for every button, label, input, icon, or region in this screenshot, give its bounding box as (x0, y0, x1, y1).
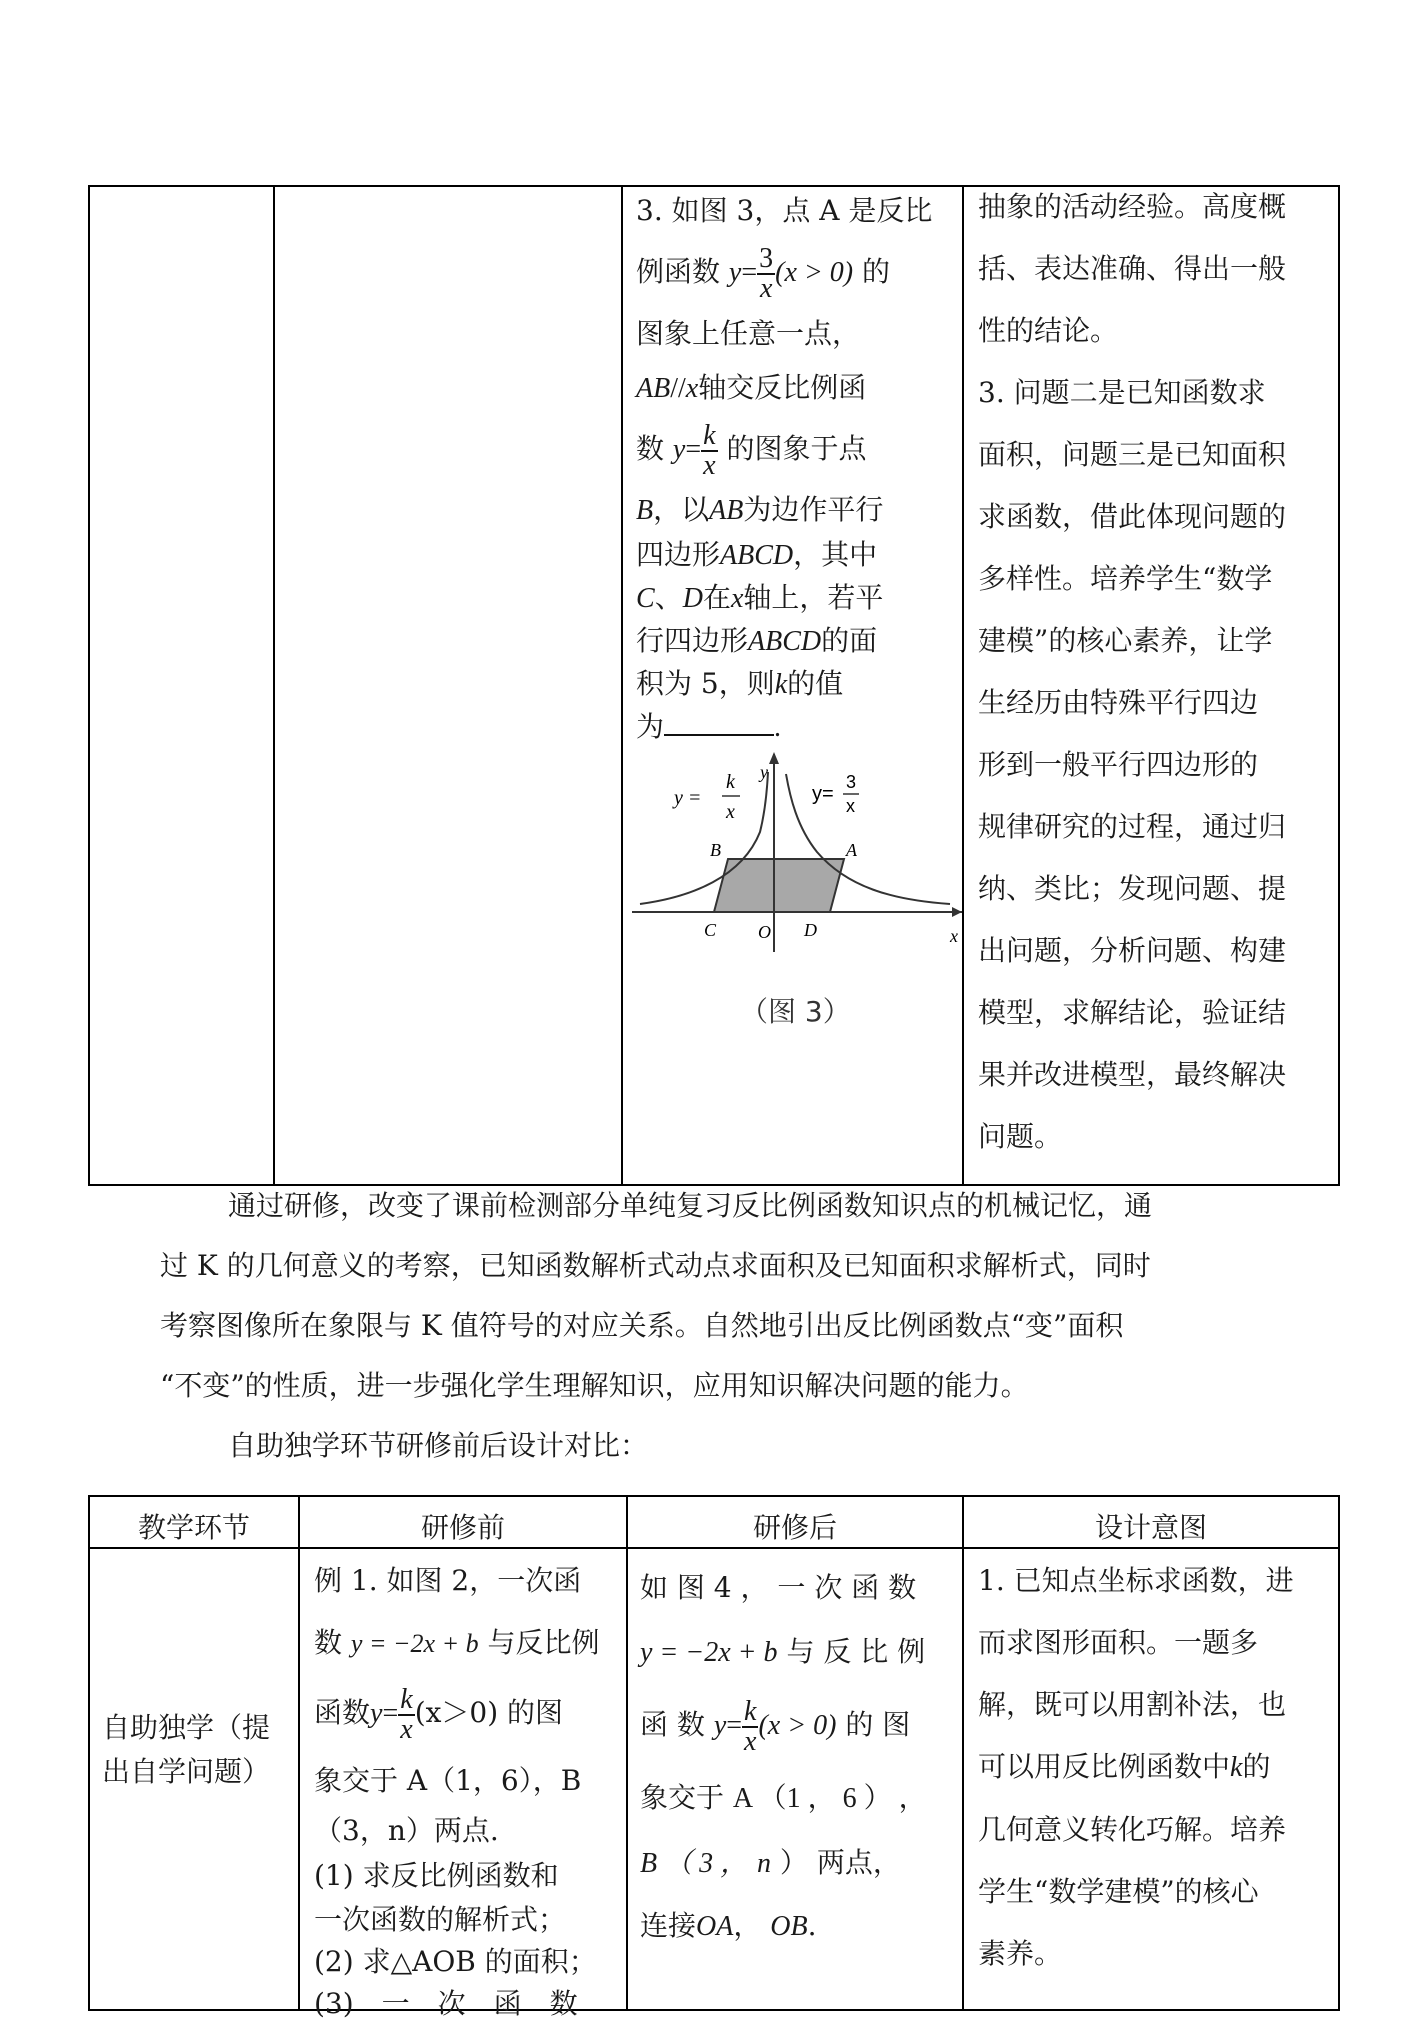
point-d-label: D (804, 920, 817, 940)
problem-line: 行四边形 (636, 624, 749, 657)
before-text: (x＞0) 的图 (414, 1696, 564, 1729)
before-line: 象交于 A（1，6），B (314, 1764, 582, 1797)
label-right-num: 3 (846, 772, 857, 792)
fraction-k-over-x: $\frac{k}{x}$ (744, 1695, 757, 1757)
label-left-den: x (726, 801, 735, 823)
problem-line: ，以 (653, 493, 710, 526)
after-cell: 如 图 4 ， 一 次 函 数 y = −2x + b 与 反 比 例 函 数 y= $\frac{k}{x}$ (x > 0) 的 图 象交于 A （1 ， 6 ） ， B （ 3 ， n ） 两点， 连接OA， OB. (640, 1556, 956, 1957)
answer-blank (664, 712, 774, 736)
bottom-intent-cell (978, 1550, 1338, 1985)
math-cond: (x > 0) (775, 257, 854, 288)
after-text: ， (733, 1909, 762, 1942)
fraction-k-over-x: $\frac{k}{x}$ (400, 1683, 413, 1745)
intent-line: 多样性。培养学生“数学 (978, 562, 1273, 595)
paragraph-line: “不变”的性质，进一步强化学生理解知识，应用知识解决问题的能力。 (160, 1369, 1029, 1402)
math-var: k (774, 669, 788, 700)
problem-line: 为 (636, 710, 665, 743)
before-text: 与反比例 (487, 1626, 600, 1659)
intent-line: 括、表达准确、得出一般 (978, 252, 1287, 285)
top-table-col-divider (621, 185, 623, 1186)
intent-line: 几何意义转化巧解。培养 (978, 1813, 1287, 1846)
intent-line: 而求图形面积。一题多 (978, 1626, 1259, 1659)
bottom-table-col-divider (298, 1495, 300, 2011)
bottom-table-col-divider (962, 1495, 964, 2011)
label-right-y-eq: y= (812, 783, 834, 805)
stage-line: 出自学问题） (102, 1755, 271, 1788)
math-var: AB (709, 495, 744, 526)
y-axis-arrow (769, 752, 779, 764)
bottom-table-border-right (1338, 1495, 1340, 2011)
math-var: AB (636, 373, 671, 404)
point-o-label: O (758, 922, 771, 942)
frac-num: 3 (759, 242, 774, 274)
problem-line: 轴上，若平 (743, 581, 884, 614)
problem-line: 数 (636, 432, 665, 465)
bottom-table-border-bottom (88, 2009, 1340, 2011)
top-intent-text (978, 176, 1338, 1168)
problem-line: 的面 (821, 624, 878, 657)
label-right-den: x (846, 796, 855, 816)
math-op: // (670, 373, 686, 404)
bottom-table-border-top (88, 1495, 1340, 1497)
math-var: y (672, 434, 686, 465)
point-c-label: C (704, 920, 717, 940)
problem-line: 3. 如图 3，点 A 是反比 (636, 194, 933, 227)
before-text: 函数 (314, 1696, 371, 1729)
intent-line: 性的结论。 (978, 314, 1119, 347)
intent-line: 素养。 (978, 1937, 1063, 1970)
header-before: 研修前 (420, 1511, 505, 1544)
fraction-k-over-x (701, 419, 717, 481)
intent-line: 形到一般平行四边形的 (978, 748, 1259, 781)
math-expr: y = −2x + b (350, 1629, 479, 1658)
intent-line: 出问题，分析问题、构建 (978, 934, 1287, 967)
after-text: 象交于 (640, 1781, 725, 1814)
math-var: B (636, 495, 654, 526)
top-table-border-right (1338, 185, 1340, 1186)
math-var: C (636, 583, 655, 614)
math-op: . (774, 712, 782, 743)
math-var: ABCD (748, 626, 822, 657)
problem-line: 积为 5，则 (636, 667, 775, 700)
problem-line: 轴交反比例函 (698, 371, 867, 404)
point-a-label: A (846, 840, 857, 860)
problem-line: 为边作平行 (743, 493, 884, 526)
after-text: 与 反 比 例 (786, 1635, 926, 1668)
problem-line: 的值 (787, 667, 844, 700)
intent-line: 问题。 (978, 1120, 1063, 1153)
header-intent: 设计意图 (1094, 1511, 1207, 1544)
after-text: B （ 3 ， (640, 1848, 749, 1879)
intent-line: 学生“数学建模”的核心 (978, 1875, 1259, 1908)
frac-num: k (703, 419, 716, 451)
math-var: OA (696, 1911, 734, 1942)
after-text: 连接 (640, 1909, 697, 1942)
label-left-y-eq: y = (674, 787, 702, 809)
top-table-col-divider (962, 185, 964, 1186)
body-paragraph (160, 1176, 1290, 1476)
math-var: n (757, 1848, 772, 1879)
intent-text: 可以用反比例函数中 (978, 1750, 1231, 1783)
intent-line: 建模”的核心素养，让学 (978, 624, 1273, 657)
problem-line: 在 (702, 581, 731, 614)
paragraph-line: 过 K 的几何意义的考察，已知函数解析式动点求面积及已知面积求解析式，同时 (160, 1249, 1151, 1282)
before-line: (3) 一 次 函 数 (314, 1987, 578, 2020)
problem-line: 的 (862, 255, 891, 288)
problem-line: 四边形 (636, 538, 721, 571)
problem-line: 的图象于点 (726, 432, 867, 465)
section-lead: 自助独学环节研修前后设计对比： (228, 1429, 649, 1462)
math-var: x (730, 583, 744, 614)
intent-line: 果并改进模型，最终解决 (978, 1058, 1287, 1091)
frac-den: x (759, 272, 773, 304)
bottom-table-col-divider (626, 1495, 628, 2011)
figure-3-graph (632, 752, 962, 952)
intent-line: 3. 问题二是已知函数求 (978, 376, 1266, 409)
problem-line: 例函数 (636, 255, 721, 288)
math-var: y (728, 257, 742, 288)
header-after: 研修后 (752, 1511, 837, 1544)
before-line: 一次函数的解析式； (314, 1903, 567, 1936)
after-text: A （1 ， 6 ） ， (732, 1783, 927, 1814)
after-text: ） 两点， (779, 1846, 901, 1879)
math-var: x (685, 373, 699, 404)
problem-line: 图象上任意一点， (636, 317, 861, 350)
intent-text: 的 (1242, 1750, 1271, 1783)
figure-3-caption: （图 3） (740, 995, 851, 1028)
problem-line: ，其中 (793, 538, 878, 571)
before-line: 例 1. 如图 2，一次函 (314, 1564, 582, 1597)
after-text: . (807, 1909, 817, 1942)
bottom-table-border-left (88, 1495, 90, 2011)
top-table-border-left (88, 185, 90, 1186)
after-line: 如 图 4 ， 一 次 函 数 (640, 1571, 917, 1604)
intent-line: 1. 已知点坐标求函数，进 (978, 1564, 1294, 1597)
x-axis-arrow (952, 907, 962, 917)
top-table-col-divider (273, 185, 275, 1186)
math-cond: (x > 0) (758, 1710, 837, 1741)
intent-line: 规律研究的过程，通过归 (978, 810, 1287, 843)
paragraph-line: 考察图像所在象限与 K 值符号的对应关系。自然地引出反比例函数点“变”面积 (160, 1309, 1124, 1342)
fraction-3-over-x (757, 242, 775, 304)
point-b-label: B (710, 840, 721, 860)
label-left-num: k (726, 771, 735, 793)
problem-3-text (636, 180, 956, 749)
intent-line: 模型，求解结论，验证结 (978, 996, 1287, 1029)
intent-line: 生经历由特殊平行四边 (978, 686, 1259, 719)
intent-line: 抽象的活动经验。高度概 (978, 190, 1287, 223)
math-var: D (682, 583, 703, 614)
header-stage: 教学环节 (137, 1511, 250, 1544)
math-var: OB (770, 1911, 808, 1942)
axis-y-label: y (760, 762, 768, 782)
math-op: = (741, 257, 758, 288)
before-cell: 例 1. 如图 2，一次函 数 y = −2x + b 与反比例 函数y= $\frac{k}{x}$ (x＞0) 的图 象交于 A（1，6），B （3，n）两点. (1) 求反比例函数和 一次函数的解析式； (2) 求△AOB 的面积； (3) 一 次 函 数 (314, 1550, 620, 2024)
math-expr: y = −2x + b (640, 1637, 778, 1668)
before-line: （3，n）两点. (314, 1814, 499, 1847)
after-text: 函 数 (640, 1708, 705, 1741)
intent-line: 纳、类比；发现问题、提 (978, 872, 1287, 905)
math-op: = (685, 434, 702, 465)
intent-line: 求函数，借此体现问题的 (978, 500, 1287, 533)
intent-line: 面积，问题三是已知面积 (978, 438, 1287, 471)
before-line: (2) 求△AOB 的面积； (314, 1945, 597, 1978)
stage-line: 自助独学（提 (102, 1711, 271, 1744)
before-line: (1) 求反比例函数和 (314, 1859, 559, 1892)
paragraph-line: 通过研修，改变了课前检测部分单纯复习反比例函数知识点的机械记忆，通 (228, 1189, 1153, 1222)
stage-cell (102, 1706, 298, 1794)
before-text: 数 (314, 1626, 343, 1659)
axis-x-label: x (950, 926, 958, 946)
math-var: k (1230, 1752, 1243, 1783)
intent-line: 解，既可以用割补法，也 (978, 1688, 1287, 1721)
math-var: ABCD (720, 540, 794, 571)
after-text: 的 图 (845, 1708, 911, 1741)
frac-den: x (703, 449, 716, 481)
math-op: 、 (654, 581, 683, 614)
